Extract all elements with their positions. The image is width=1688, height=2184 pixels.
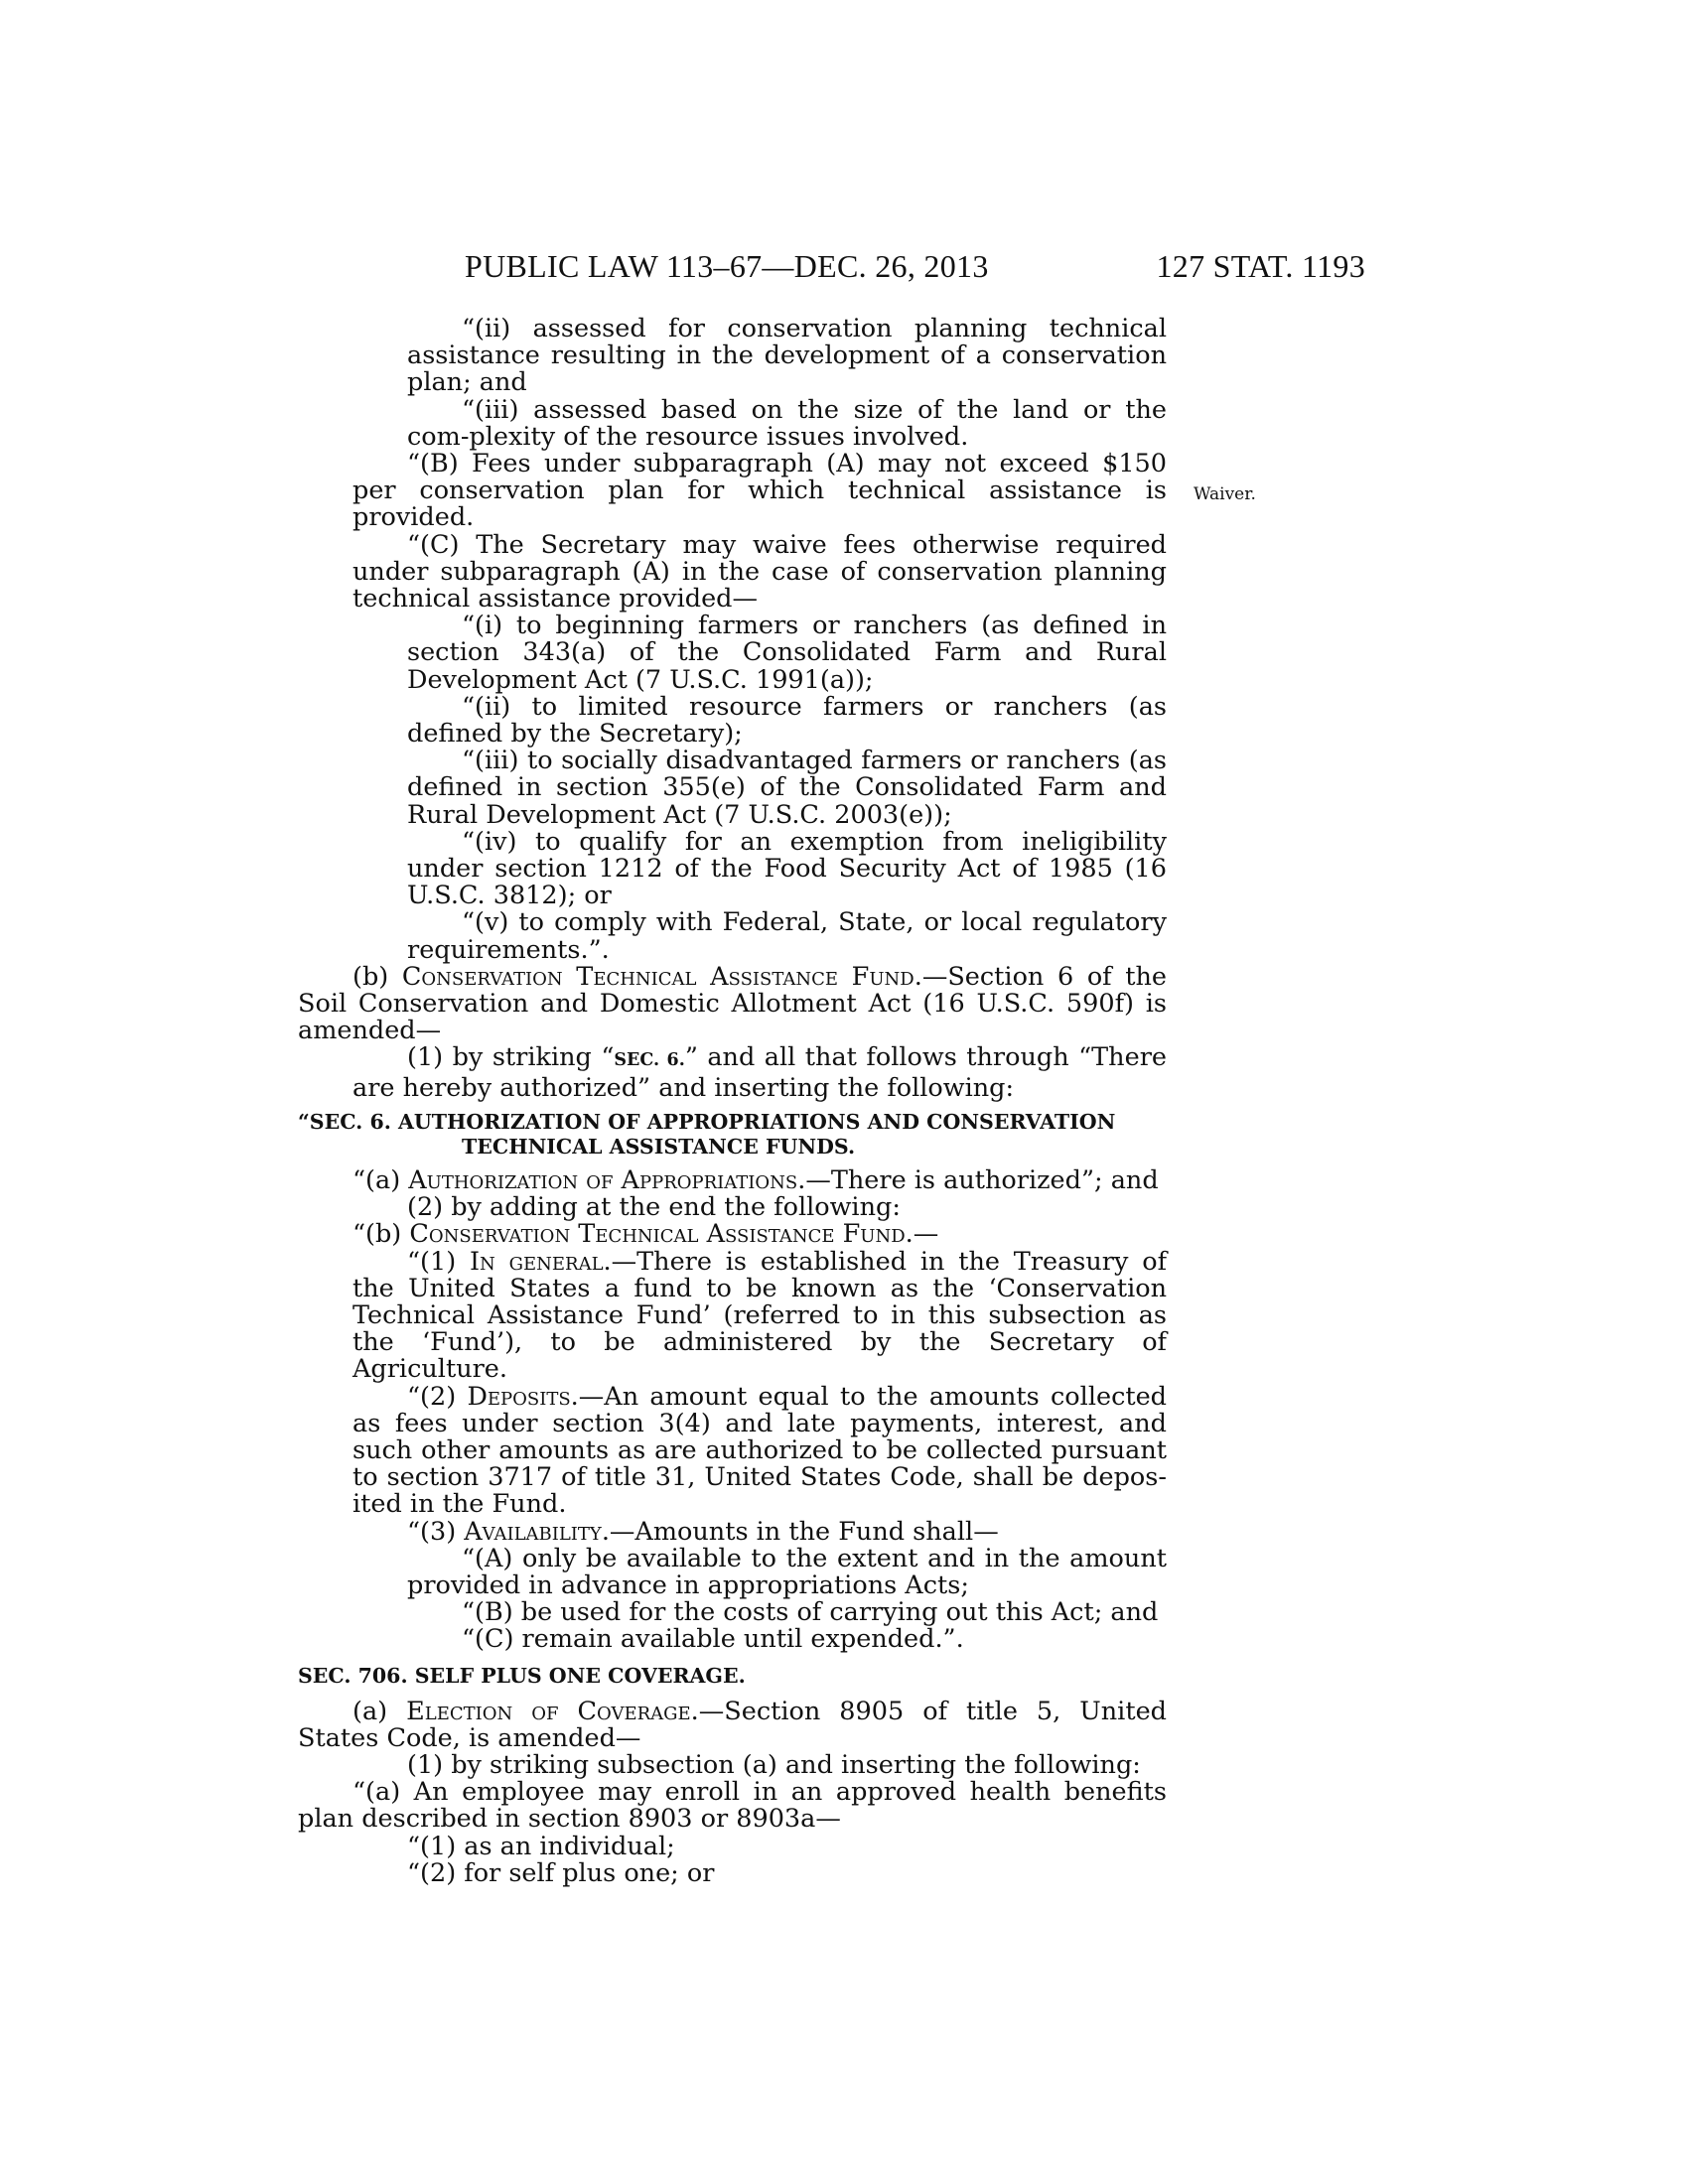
paragraph: “(B) Fees under subparagraph (A) may not exceed $150 per conservation plan for which technical assistance is provided. <box>352 449 1167 533</box>
section-heading: “SEC. 6. AUTHORIZATION OF APPROPRIATIONS AND CONSERVATION TECHNICAL ASSISTANCE FUNDS. <box>298 1109 1116 1159</box>
paragraph: (2) by adding at the end the following: <box>407 1192 901 1223</box>
paragraph <box>298 1381 1168 1520</box>
section-caption: Conservation Technical Assistance Fund <box>409 1219 906 1250</box>
section-caption: Conservation Technical Assistance Fund <box>401 961 914 992</box>
section-caption: Availability <box>464 1516 602 1547</box>
paragraph: “(ii) assessed for conservation planning technical assistance resulting in the development of a conservation plan; and <box>407 314 1167 398</box>
text-run: .— <box>905 1219 939 1250</box>
text-run: “(3) <box>407 1516 465 1547</box>
paragraph: “(iv) to qualify for an exemption from ineligibility under section 1212 of the Food Security Act of 1985 (16 U.S.C. 3812); or <box>407 826 1167 911</box>
paragraph: “(C) The Secretary may waive fees otherwise required under subparagraph (A) in the case of conservation planning technical assistance provided— <box>352 529 1167 614</box>
section-caption: Deposits <box>467 1381 571 1412</box>
text-run: .—Section 6 of the Soil Conservation and Domestic Allotment Act (16 U.S.C. 590f) is amended— <box>298 961 1168 1046</box>
section-caption: Election of Coverage <box>406 1696 691 1726</box>
page-header <box>298 246 1365 286</box>
paragraph <box>298 1044 1167 1101</box>
margin-note: Waiver. <box>1194 484 1256 504</box>
paragraph <box>298 1164 1167 1195</box>
text-run: “(a) <box>352 1164 409 1195</box>
paragraph <box>298 1696 1167 1753</box>
statute-page-number: 127 STAT. 1193 <box>1156 248 1365 284</box>
text-run: .—An amount equal to the amounts collected as fees under section 3(4) and late payments, interest, and such other amounts as are authorized to be collected pursuant to section 3717 of title 31, United States Code, shall be depos-ited in the Fund. <box>352 1381 1168 1520</box>
paragraph: “(i) to beginning farmers or ranchers (as defined in section 343(a) of the Consolidated Farm and Rural Development Act (7 U.S.C. 1991(a)); <box>407 611 1167 695</box>
paragraph: “(a) An employee may enroll in an approved health benefits plan described in section 8903 or 8903a— <box>298 1777 1167 1835</box>
paragraph: “(iii) to socially disadvantaged farmers or ranchers (as defined in section 355(e) of the Consolidated Farm and Rural Development Act (7 U.S.C. 2003(e)); <box>407 746 1167 830</box>
paragraph: “(iii) assessed based on the size of the land or the com-plexity of the resource issues involved. <box>407 394 1167 452</box>
text-run: ” and all that follows through “There are hereby authorized” and inserting the following: <box>352 1042 1167 1103</box>
paragraph <box>298 961 1168 1046</box>
section-caption: In general <box>469 1246 604 1277</box>
paragraph: “(C) remain available until expended.”. <box>462 1624 964 1655</box>
paragraph: “(v) to comply with Federal, State, or local regulatory requirements.”. <box>407 907 1167 965</box>
text-run: (1) by striking “ <box>407 1042 615 1073</box>
text-run: “(1) <box>407 1246 470 1277</box>
section-reference: SEC. 6. <box>614 1050 685 1071</box>
paragraph: “(A) only be available to the extent and in the amount provided in advance in appropriations Acts; <box>407 1543 1167 1600</box>
text-run: .—There is authorized”; and <box>797 1164 1159 1195</box>
paragraph <box>298 1246 1168 1385</box>
text-run: “(b) <box>352 1219 410 1250</box>
text-run: “(2) <box>407 1381 468 1412</box>
public-law-title: PUBLIC LAW 113–67—DEC. 26, 2013 <box>465 248 989 284</box>
section-caption: Authorization of Appropriations <box>408 1164 798 1195</box>
paragraph: “(B) be used for the costs of carrying out this Act; and <box>462 1597 1159 1628</box>
text-run: .—Amounts in the Fund shall— <box>601 1516 999 1547</box>
section-heading: SEC. 706. SELF PLUS ONE COVERAGE. <box>298 1663 746 1688</box>
paragraph: (1) by striking subsection (a) and inserting the following: <box>407 1749 1141 1780</box>
paragraph <box>298 1516 1167 1547</box>
paragraph: “(ii) to limited resource farmers or ranchers (as defined by the Secretary); <box>407 691 1167 750</box>
text-run: .—Section 8905 of title 5, United States Code, is amended— <box>298 1696 1167 1753</box>
text-run: (b) <box>352 961 402 992</box>
document-body <box>298 316 1167 1887</box>
paragraph: “(2) for self plus one; or <box>407 1857 715 1888</box>
text-run: (a) <box>352 1696 407 1726</box>
text-run: .—There is established in the Treasury of the United States a fund to be known as the ‘Conservation Technical Assistance Fund’ (referred to in this subsection as the ‘Fund’), to be administered by the Secretary of Agriculture. <box>352 1246 1168 1385</box>
paragraph <box>298 1221 1167 1248</box>
paragraph: “(1) as an individual; <box>407 1831 675 1861</box>
